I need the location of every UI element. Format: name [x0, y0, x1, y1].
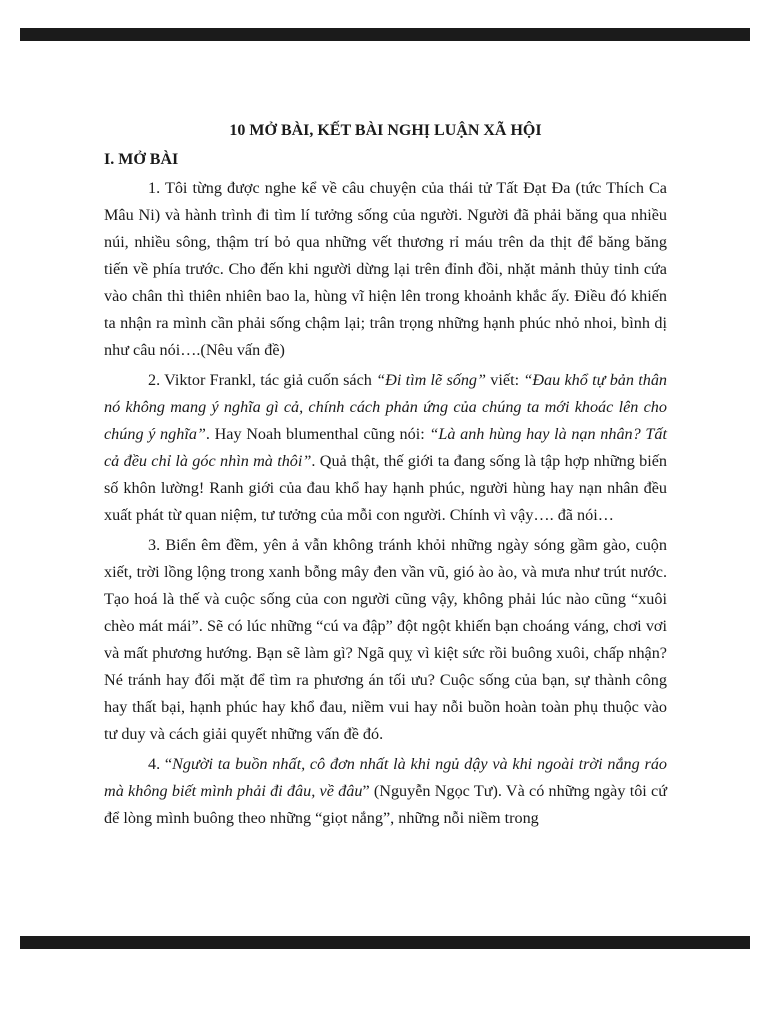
- book-title-quote: “Đi tìm lẽ sống”: [376, 371, 487, 389]
- paragraph-4-text: 4. “: [148, 755, 173, 773]
- paragraph-3: 3. Biển êm đềm, yên ả vẫn không tránh khỏi những ngày sóng gầm gào, cuộn xiết, trời lồng lộng trong xanh bỗng mây đen vần vũ, gió ào ào, và mưa như trút nước. Tạo hoá là thế và cuộc sống của con người cũng vậy, không phải lúc nào cũng “xuôi chèo mát mái”. Sẽ có lúc những “cú va đập” đột ngột khiến bạn choáng váng, chơi vơi và mất phương hướng. Bạn sẽ làm gì? Ngã quỵ vì kiệt sức rồi buông xuôi, chấp nhận? Né tránh hay đối mặt để tìm ra phương án tối ưu? Cuộc sống của bạn, sự thành công hay thất bại, hạnh phúc hay khổ đau, niềm vui hay nỗi buồn hoàn toàn phụ thuộc vào tư duy và cách giải quyết những vấn đề đó.: [104, 536, 667, 743]
- paragraph-2-text: . Quả thật, thế giới ta đang sống là tập hợp những biến số khôn lường! Ranh giới của đau khổ hay hạnh phúc, người hùng hay nạn nhân đều xuất phát từ quan niệm, tư tưởng của mỗi con người. Chính vì vậy…. đã nói…: [104, 452, 667, 524]
- document-title: 10 MỞ BÀI, KẾT BÀI NGHỊ LUẬN XÃ HỘI: [229, 122, 542, 139]
- paragraph-2-text: 2. Viktor Frankl, tác giả cuốn sách: [148, 371, 377, 389]
- frankl-quote: “Đau khổ tự bản thân nó không mang ý nghĩa gì cả, chính cách phản ứng của chúng ta mới khoác lên cho chúng ý nghĩa”: [104, 371, 668, 443]
- paragraph-4: [104, 751, 667, 832]
- paragraph-1: 1. Tôi từng được nghe kể về câu chuyện của thái tử Tất Đạt Đa (tức Thích Ca Mâu Ni) và hành trình đi tìm lí tưởng sống của người. Người đã phải băng qua nhiều núi, nhiều sông, thậm trí bỏ qua những vết thương rỉ máu trên da thịt để băng băng tiến về phía trước. Cho đến khi người dừng lại trên đỉnh đồi, nhặt mảnh thủy tinh cứa vào chân thì thiên nhiên bao la, hùng vĩ hiện lên trong khoảnh khắc ấy. Điều đó khiến ta nhận ra mình cần phải sống chậm lại; trân trọng những hạnh phúc nhỏ nhoi, bình dị như câu nói….(Nêu vấn đề): [104, 179, 667, 359]
- top-border-bar: [20, 28, 750, 41]
- paragraph-2: [104, 367, 667, 529]
- bottom-border-bar: [20, 936, 750, 949]
- paragraph-4-text: ” (Nguyễn Ngọc Tư). Và có những ngày tôi cứ để lòng mình buông theo những “giọt nắng”, những nỗi niềm trong: [104, 782, 668, 827]
- document-body: [104, 118, 667, 835]
- paragraph-2-text: viết:: [486, 371, 524, 389]
- section-heading: I. MỞ BÀI: [104, 151, 179, 168]
- blumenthal-quote: “Là anh hùng hay là nạn nhân? Tất cả đều chỉ là góc nhìn mà thôi”: [104, 425, 667, 470]
- paragraph-2-text: . Hay Noah blumenthal cũng nói:: [205, 425, 430, 443]
- nguyen-ngoc-tu-quote: Người ta buồn nhất, cô đơn nhất là khi ngủ dậy và khi ngoài trời nắng ráo mà không biết mình phải đi đâu, về đâu: [104, 755, 668, 800]
